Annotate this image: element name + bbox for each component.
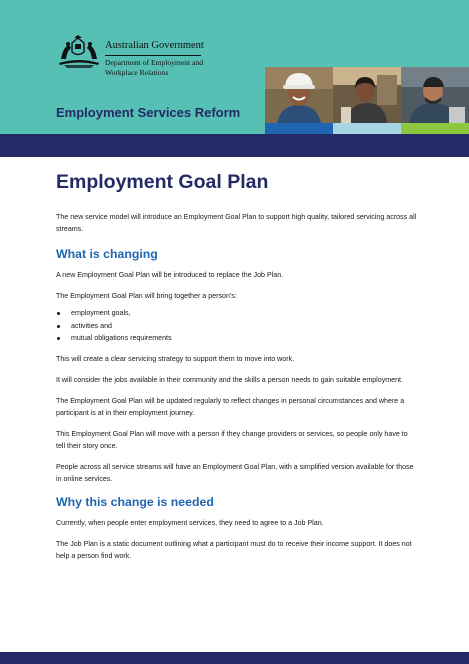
list-item: employment goals, [56, 307, 418, 320]
paragraph: Currently, when people enter employment services, they need to agree to a Job Plan. [56, 518, 324, 527]
page-title: Employment Goal Plan [56, 171, 269, 193]
government-name: Australian Government [105, 40, 204, 51]
department-name: Department of Employment and Workplace Relations [105, 58, 204, 77]
paragraph: The Job Plan is a static document outlining what a participant must do to receive their income support. It does not help a person find work. [56, 539, 412, 560]
bullet-list [56, 307, 418, 345]
coat-of-arms-icon [56, 35, 102, 69]
banner-title: Employment Services Reform [56, 105, 241, 120]
photo-worker-office [401, 67, 469, 123]
divider [105, 55, 201, 56]
paragraph: The Employment Goal Plan will be updated regularly to reflect changes in personal circumstances and where a participant is at in their employment journey. [56, 396, 405, 417]
header-banner [0, 0, 469, 134]
header-navy-band [0, 134, 469, 157]
intro-paragraph: The new service model will introduce an Employment Goal Plan to support high quality, tailored servicing across all streams. [56, 213, 417, 233]
document-body [56, 170, 418, 571]
section-heading-what-is-changing: What is changing [56, 247, 158, 261]
footer-navy-band [0, 652, 469, 664]
paragraph: This Employment Goal Plan will move with a person if they change providers or services, so people only have to tell their story once. [56, 429, 408, 450]
paragraph: People across all service streams will have an Employment Goal Plan, with a simplified version available for those in online services. [56, 462, 414, 483]
list-item: activities and [56, 320, 418, 333]
photo-worker-hardhat [265, 67, 333, 123]
photo-worker-kitchen [333, 67, 401, 123]
paragraph: It will consider the jobs available in their community and the skills a person needs to gain suitable employment. [56, 375, 403, 384]
accent-strip-lightblue [333, 123, 401, 134]
paragraph: A new Employment Goal Plan will be introduced to replace the Job Plan. [56, 271, 284, 279]
accent-strip-blue [265, 123, 333, 134]
section-heading-why-change: Why this change is needed [56, 494, 214, 509]
paragraph: This will create a clear servicing strategy to support them to move into work. [56, 354, 295, 363]
accent-strip-green [401, 123, 469, 134]
paragraph: The Employment Goal Plan will bring together a person's: [56, 292, 237, 300]
list-item: mutual obligations requirements [56, 332, 418, 345]
